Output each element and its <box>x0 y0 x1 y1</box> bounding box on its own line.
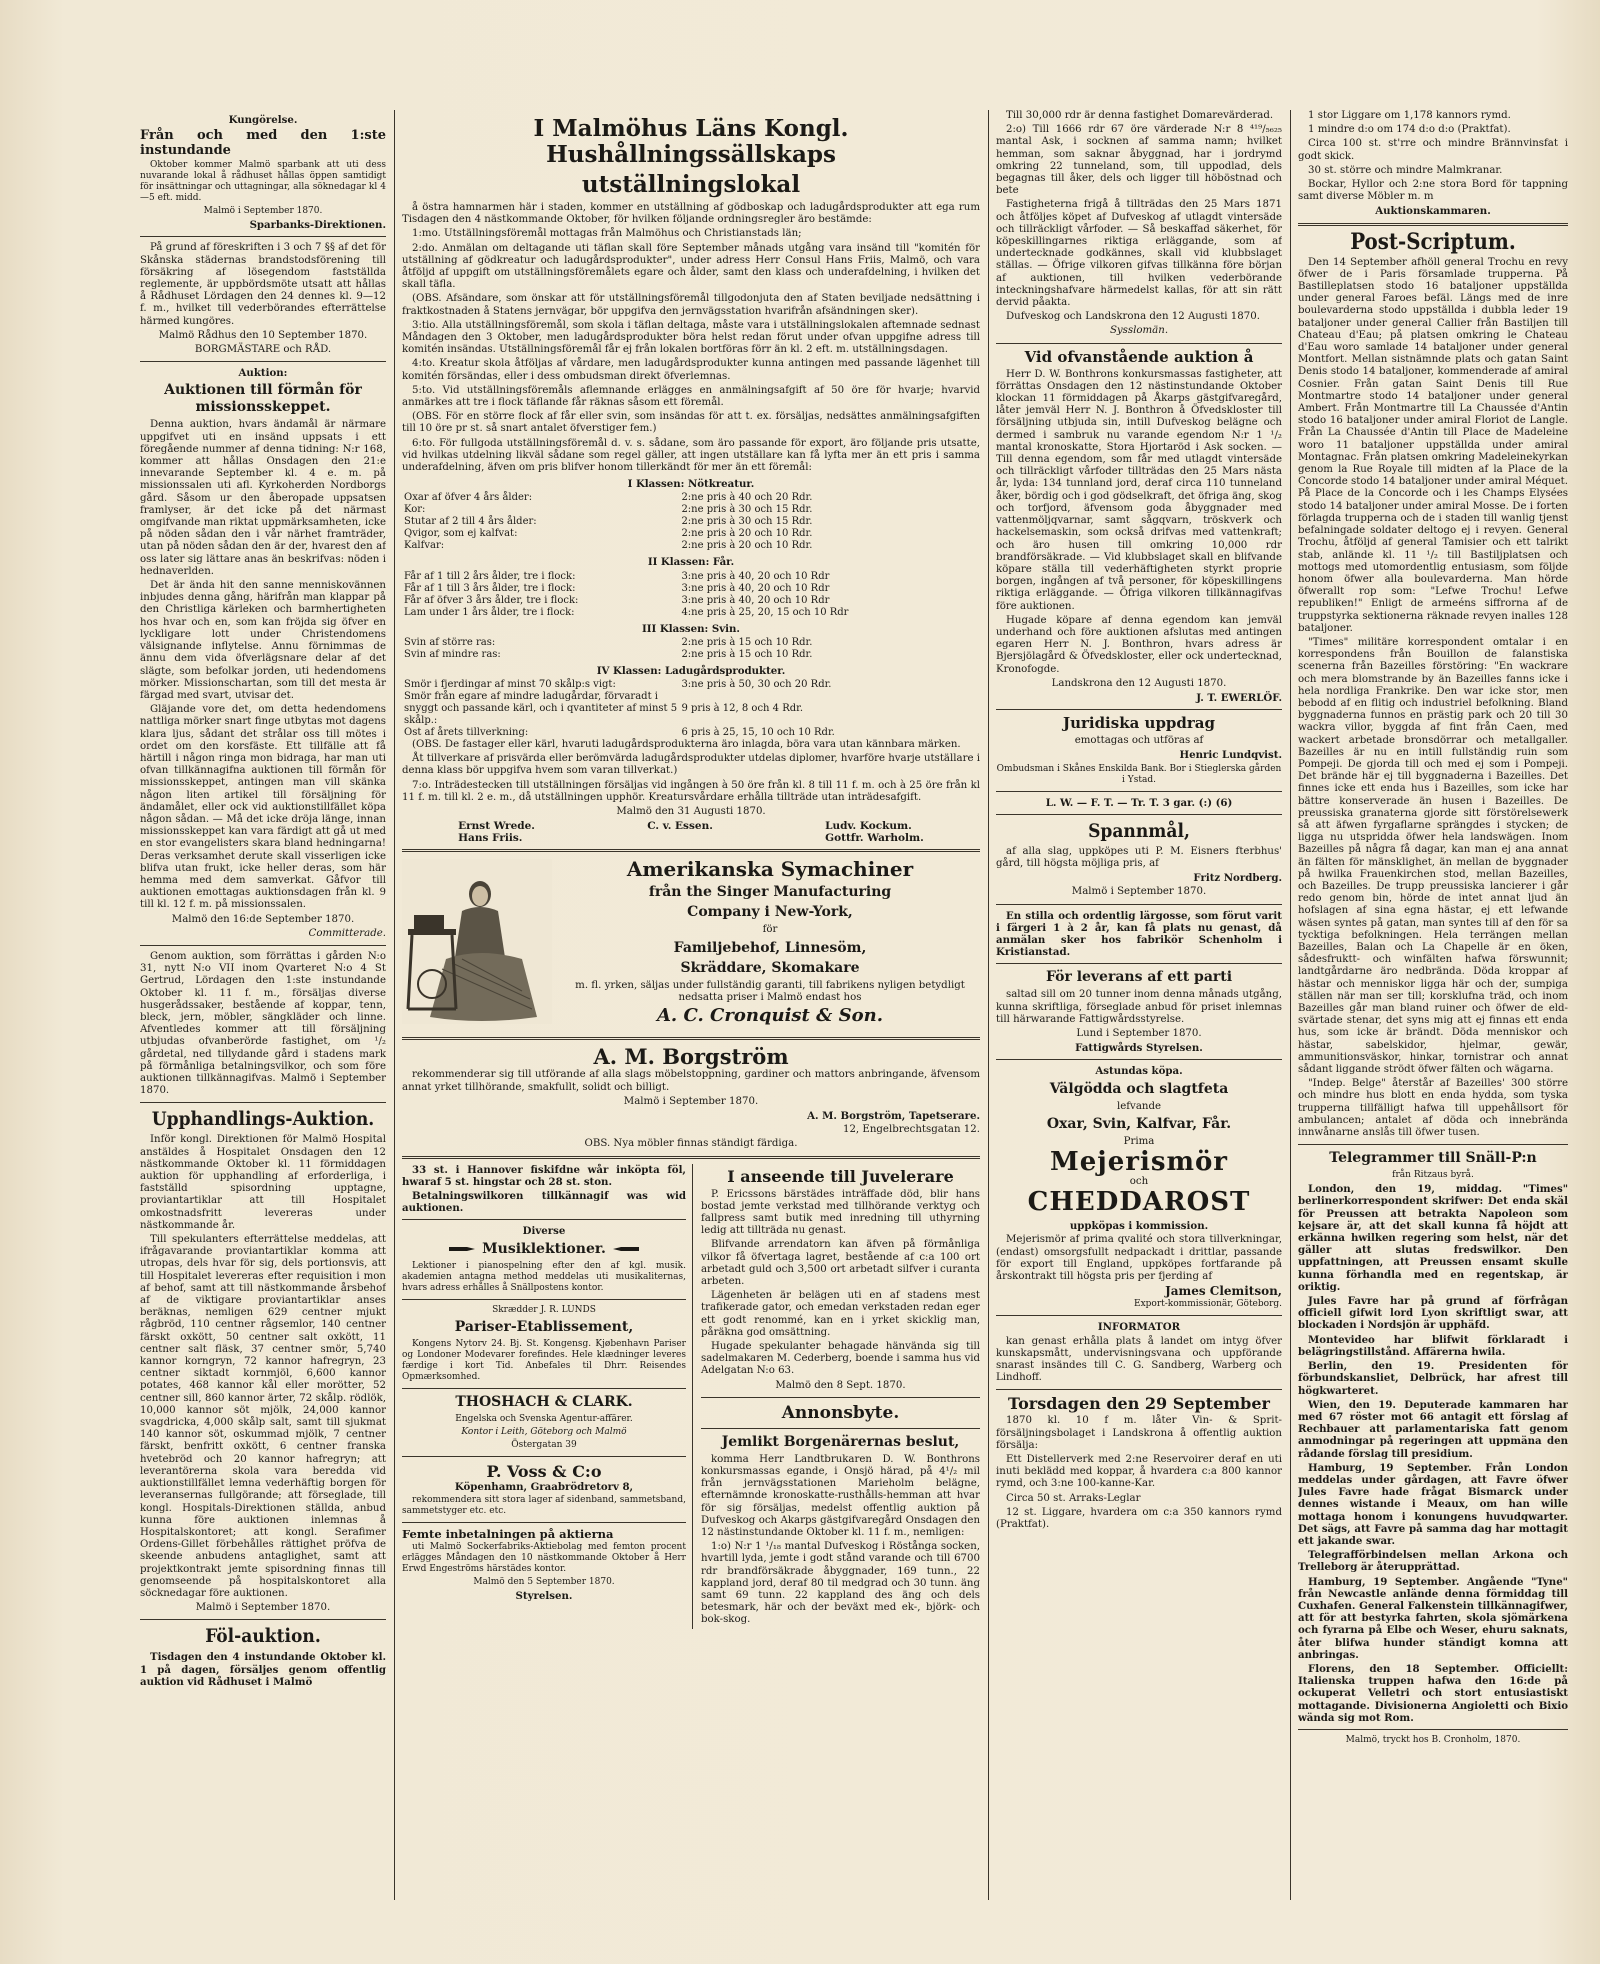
thoshach-title: THOSHACH & CLARK. <box>455 1393 633 1410</box>
price-category: Får af 1 till 3 års ålder, tre i flock: <box>404 582 576 594</box>
femte-date: Malmö den 5 September 1870. <box>473 1576 615 1587</box>
price-row <box>402 637 980 649</box>
mejeri-text: Mejerismör af prima qvalité och stora tillverkningar, (endast) omsorgsfullt nedpackadt i drittlar, passande för export till England, uppköpes fortfarande på årskontrakt till högsta pris per fjerding af <box>996 1234 1282 1283</box>
astundas-sub: Välgödda och slagtfeta <box>1049 1080 1229 1097</box>
divider <box>1298 1729 1568 1730</box>
upphandling-text-1: Inför kongl. Direktionen för Malmö Hospital anstäldes å Hospitalet Onsdagen den 12 nästkommande Oktober kl. 11 förmiddagen auktion för upphandling af erforderliga, i fastställd spisordning upptagne, proviantartiklar att till Hospitalet omkostnadsfritt levereras under nästkommande år. <box>140 1134 386 1231</box>
sewing-sub1: från the Singer Manufacturing <box>648 884 892 901</box>
astundas-title: Astundas köpa. <box>1095 1065 1183 1078</box>
column-4 <box>1298 110 1568 1900</box>
price-value: 2:ne pris à 20 och 10 Rdr. <box>681 528 813 540</box>
stilla-text: En stilla och ordentlig lärgosse, som förut varit i färgeri 1 à 2 år, kan få plats nu genast, då anmälan sker hos fabrikör Schenholm i Kristianstad. <box>996 909 1282 959</box>
annonsbyte-title: Annonsbyte. <box>781 1402 900 1423</box>
price-category: Oxar af öfver 4 års ålder: <box>404 492 533 504</box>
price-value: 2:ne pris à 30 och 15 Rdr. <box>681 516 813 528</box>
hannover-text: 33 st. i Hannover fiskifdne wår inköpta föl, hwaraf 5 st. hingstar och 28 st. ston. <box>402 1163 686 1188</box>
price-category: Får af 1 till 2 års ålder, tre i flock: <box>404 570 576 582</box>
top-text-3: Fastigheterna frigå å tillträdas den 25 Mars 1871 och åtföljes köpet af Dufveskog af utlagdt vintersäde och tillräckligt vårfoder. — Så beskaffad säkerhet, för köpeskillingarnes riktiga erläggande, som af undertecknade godkännes, skall vid klubbslaget ställas. — Öfrige vilkoren gifvas tillkänna före början af auktionen, till hvilken vederbörande inteckningshafvare härmedelst kallas, för att sin rätt dervid påakta. <box>996 199 1282 309</box>
divider <box>402 1388 686 1389</box>
divider <box>701 1397 980 1398</box>
lodge-notice: L. W. — F. T. — Tr. T. 3 gar. (:) (6) <box>1045 796 1233 809</box>
price-category: Ost af årets tillverkning: <box>404 727 529 739</box>
vid-signature: J. T. EWERLÖF. <box>1196 691 1282 704</box>
divider <box>1298 223 1568 226</box>
femte-title: Femte inbetalningen på aktierna <box>402 1526 614 1541</box>
diverse-label: Diverse <box>522 1225 566 1238</box>
divider <box>996 709 1282 710</box>
spannmal-date: Malmö i September 1870. <box>1071 886 1207 898</box>
divider <box>402 1299 686 1300</box>
sewing-text: m. fl. yrken, säljas under fullständig garanti, till fabrikens nyligen betydligt nedsatta priser i Malmö endast hos <box>575 979 965 1003</box>
top-signature: Sysslomän. <box>1109 325 1169 337</box>
uppkopas-label: uppköpas i kommission. <box>1069 1220 1209 1233</box>
class-4-table <box>402 679 980 739</box>
price-category: Får af öfver 3 års ålder, tre i flock: <box>404 594 579 606</box>
voss-title: P. Voss & C:o <box>486 1461 602 1481</box>
spannmal-name: Fritz Nordberg. <box>1193 872 1282 885</box>
main-intro: å östra hamnarmen här i staden, kommer en utställning af gödboskap och ladugårdsprodukter att ega rum Tisdagen den 4 nästkommande Oktober, för hvilken följande ordningsregler äro bestämde: <box>402 202 980 226</box>
james-name: James Clemitson, <box>1165 1284 1282 1299</box>
borgstrom-obs: OBS. Nya möbler finnas ständigt färdiga. <box>584 1138 798 1150</box>
spannmal-text: af alla slag, uppköpes uti P. M. Eisners fterbhus' gård, till högsta möjliga pris, af <box>996 845 1282 869</box>
sewing-sub2: Company i New-York, <box>687 904 853 921</box>
rule-3: 3:tio. Alla utställningsföremål, som skola i täflan deltaga, måste vara i utställningslokalen aftemnade sednast Måndagen den 3 Oktober, men ladugårdsprodukter böra helst redan förut under ofvan uppgifne adress till komitén insändas. Utställningsföremål får ej från lokalen bortföras förr än kl. 2 eft. m. utställningsdagen. <box>402 319 980 356</box>
spannmal-title: Spannmål, <box>1088 819 1190 842</box>
price-category: Svin af större ras: <box>404 636 496 648</box>
price-row <box>402 679 980 691</box>
price-category: Kalfvar: <box>404 540 445 552</box>
rule-5: 5:to. Vid utställningsföremåls aflemnande erlägges en anmälningsafgift af 50 öre för hvarje; hvarvid anmärkes att tre i flock täflande får räknas såsom ett föremål. <box>402 384 980 409</box>
price-value: 2:ne pris à 20 och 10 Rdr. <box>681 540 813 552</box>
column-3 <box>996 110 1282 1900</box>
price-row <box>402 583 980 595</box>
juvel-text-2: Blifvande arrendatorn kan äfven på förmånliga vilkor få öfvertaga lagret, bestående af c:a 100 ort arbetadt guld och 3,500 ort arbetadt silfver i curanta arbeten. <box>700 1239 980 1287</box>
pariser-pre: Skrædder J. R. LUNDS <box>492 1304 596 1315</box>
divider <box>1298 1144 1568 1145</box>
divider <box>402 1456 686 1457</box>
printer-line: Malmö, tryckt hos B. Cronholm, 1870. <box>1345 1734 1521 1745</box>
class-3-title: III Klassen: Svin. <box>642 622 740 635</box>
auktion-text-2: Det är ända hit den sanne menniskovännen inbjudes denna gång, härifrån man klappar på den Christliga kärleken och barmhertigheten hos hvar och en, som kan fröjda sig öfver en lyckligare lott under Christendomens välsignande inflytelse. Annu förnimmas de ännu dem vida öfverlägsnare delar af det slägte, som befolkar jorden, uti hedendomens mörker. Missionschartan, som till det mesta är färgad med svart, utvisar det. <box>140 580 386 701</box>
telegram-9: Florens, den 18 September. Officiellt: Italienska truppen hafwa den 16:de på ockuperat Velletri och stort entusiastiskt mottagande. Divisionerna Angioletti och Bixio wända sig mot Rom. <box>1298 1662 1568 1724</box>
main-title-line2: utställningslokal <box>581 171 801 198</box>
pariser-text: Kongens Nytorv 24. Bj. St. Kongensg. Kjøbenhavn Pariser og Londoner Modevarer forefindes. Hele klædninger leveres færdige i kort Tid. Anbefales til Dhrr. Reisendes Opmærksomhed. <box>402 1338 686 1382</box>
torsdagen-text: 1870 kl. 10 f m. låter Vin- & Sprit-försäljningsbolaget i Landskrona å offentlig auktion försälja: <box>996 1415 1282 1451</box>
mejerismor-title: Mejerismör <box>1049 1147 1229 1177</box>
price-value: 9 pris à 12, 8 och 4 Rdr. <box>681 703 804 715</box>
auktionskammaren-signature: Auktionskammaren. <box>1375 205 1491 218</box>
class-3-table <box>402 637 980 661</box>
pointing-hand-icon <box>447 1242 477 1256</box>
juvel-text-1: P. Ericssons bärstädes inträffade död, blir hans bostad jemte verkstad med tillhörande verktyg och fallpress samt butik med inredning till uthyrning ledig att tillträda nu genast. <box>700 1188 980 1237</box>
price-row <box>402 727 980 739</box>
top-text-2: 2:o) Till 1666 rdr 67 öre värderade N:r 8 ⁴¹⁹/₅₆₂₅ mantal Ask, i socknen af samma namn; hvilket hemman, som saknar åbyggnad, har i jordrymd omkring 22 tunneland, som, till uppodlad, dels begagnas till åker, dels och ligger till höböstnad och bete <box>996 124 1282 197</box>
divider <box>140 1619 386 1620</box>
brandstod-date: Malmö Rådhus den 10 September 1870. <box>158 329 368 341</box>
vid-date: Landskrona den 12 Augusti 1870. <box>1051 677 1227 689</box>
femte-signature: Styrelsen. <box>515 1589 573 1602</box>
signature: Hans Friis. <box>458 832 523 845</box>
price-row <box>402 528 980 540</box>
thoshach-text-1: Engelska och Svenska Agentur-affärer. <box>455 1413 633 1424</box>
musik-text: Lektioner i pianospelning efter den af kgl. musik. akademien antagna method meddelas uti musikaliternas, hvars adress erhålles å Snällpostens kontor. <box>402 1260 686 1293</box>
kungorelse-signature: Sparbanks-Direktionen. <box>249 219 386 232</box>
fol-auktion-text: Tisdagen den 4 instundande Oktober kl. 1 på dagen, försäljes genom offentlig auktion vid Rådhuset i Malmö <box>140 1651 386 1688</box>
borgstrom-date: Malmö i September 1870. <box>623 1095 759 1107</box>
price-row <box>402 492 980 504</box>
divider <box>996 963 1282 964</box>
price-category: Qvigor, som ej kalfvat: <box>404 528 518 540</box>
post-scriptum-text-2: "Times" militäre korrespondent omtalar i en korrespondens från Bouillon de falanstiska scenerna från Bazeilles förstöring: "En wackrare och mera blomstrande by än Bazeilles fanns icke i hela nordliga Frankrike. Den war icke stor, men bebodd af en flitig och industriel befolkning. Bland byggnaderna funnos en prästig park och 20 till 30 wackra villor, byggda af fint från Caen, med wackert arbetade bronsdörrar och metallgaller. Bazeilles är nu en intill fullständig ruin som Pompeji. De gjorda till och med ej som i Pompeji. Det brände här ej till byggnaderna i Bazeilles. Det finnes icke ett enda hus i Bazeilles, som icke har bättre konserverade än husen i Bazeilles. De preussiska granaterna gjorde sitt förstörelsewerk så att äfwen fyrgaflarne sprängdes i stycken; de ligga nu utspridda öfwer hela landswägen. Inom Bazeilles på några få dagar, kan man ej ana annat än fälten för mänsklighet, än mellan de byggnader på hwilka Frauenkirchen stod, mellan Bazeilles, och Bazeilles. De trupp preussiska lancierer i går redo genom bin, hörde de intet annat ljud än hofslagen af sina egna hästar, ej ett lefwande wäsen syntes på gatan, man syntes till af den för sa tycktiga befolkningen. Hela terrängen mellan Bazeilles, Balan och La Chapelle är en öken, sådesfruktt- och winfälten hafwa förswunnit; landtgårdarne äro nedbrända. Döda kroppar af hästar och menniskor ligga här och der, sumpiga ställen när man ser till; korsklufna träd, och inom Bazeilles går man bland ruiner och öfwer de eld-svärtade stenar, det syns mig att ej finnas ett enda hus, som icke är brändt. Döda menniskor och hästar, sabelskidor, hjelmar, gewär, ammunitionsväskor, hinkar, tornistrar och annat sådant liggande strödt öfwer fälten och wägarna. <box>1298 636 1568 1076</box>
divider <box>402 1037 980 1040</box>
borgstrom-address-1: A. M. Borgström, Tapetserare. <box>807 1109 980 1122</box>
rule-2: 2:do. Anmälan om deltagande uti täflan skall före September månads utgång vara insänd till "komitén för utställning af gödkreatur och ladugårdsprodukter", under adress Herr Consul Hans Friis, Malmö, och vara åtföljd af uppgift om utställningsföremålets egare och ålder, samt den klass och underafdelning, i hvilken det skall täfla. <box>402 242 980 291</box>
telegram-title: Telegrammer till Snäll-P:n <box>1329 1150 1537 1167</box>
price-row <box>402 540 980 552</box>
top-line-3: Circa 100 st. st'rre och mindre Brännvinsfat i godt skick. <box>1298 138 1568 162</box>
price-value: 3:ne pris à 40, 20 och 10 Rdr <box>681 582 830 594</box>
juvel-text-3: Lägenheten är belägen uti en af stadens mest trafikerade gator, och emedan verkstaden redan eger ett godt renommé, kan en i yrket skicklig man, påräkna god omsättning. <box>700 1290 980 1338</box>
divider <box>402 849 980 852</box>
divider <box>996 1389 1282 1390</box>
jemlikt-text-2: 1:o) N:r 1 ¹/₁₈ mantal Dufveskog i Röstånga socken, hvartill lyda, jemte i godt stånd varande och till 6700 rdr brandförsäkrade åbyggnader, 169 tunn., 22 kappland jord, deraf 80 til medgrad och 30 tunn. äng samt 69 tunn. 22 kappland des äng och dels betesmark, här och der beväxt med ek-, björk- och bok-skog. <box>700 1541 980 1626</box>
cheddarost-title: CHEDDAROST <box>1027 1187 1251 1218</box>
main-date: Malmö den 31 Augusti 1870. <box>616 806 766 818</box>
telegram-7: Telegrafförbindelsen mellan Arkona och Trelleborg är återupprättad. <box>1298 1549 1568 1574</box>
james-sub: Export-kommissionär, Göteborg. <box>1134 1299 1282 1310</box>
genom-auktion-text: Genom auktion, som förrättas i gården N:o 31, nytt N:o VII inom Qvarteret N:o 4 St Gertrud, Lördagen den 1:ste instundande Oktober kl. 11 f. m., försäljas diverse husgerådssaker, bestående af koppar, tenn, bleck, jern, möbler, sängkläder och linne. Afventledes kommer att till försäljning utbjudas ofvanberörde fastighet, om ¹/₂ gårdetal, ned tillydande gård i stadens mark på förmånliga betalningsvilkor, och som före auktionen tillkännagifvas. Malmö i September 1870. <box>140 950 386 1097</box>
voss-text: rekommendera sitt stora lager af sidenband, sammetsband, sammetstyger etc. etc. <box>402 1494 686 1516</box>
rule-2b: (OBS. Afsändare, som önskar att för utställningsföremål tillgodonjuta den af Staten beviljade nedsättning i fraktkostnaden å Statens jernvägar, bör uppgifva den jernvägsstation hvarifrån afsändningen sker). <box>402 293 980 317</box>
fol-auktion-title: Föl-auktion. <box>205 1625 321 1648</box>
kungorelse-title: Kungörelse. <box>228 114 298 126</box>
price-category: Svin af mindre ras: <box>404 648 501 660</box>
divider <box>402 1219 686 1220</box>
class-1-title: I Klassen: Nötkreatur. <box>627 478 755 491</box>
class-4-title: IV Klassen: Ladugårdsprodukter. <box>596 664 786 677</box>
price-row <box>402 649 980 661</box>
top-line-2: 1 mindre d:o om 174 d:o d:o (Praktfat). <box>1308 124 1511 136</box>
price-value: 2:ne pris à 15 och 10 Rdr. <box>681 636 813 648</box>
juridiska-text: emottagas och utföras af <box>1074 735 1204 747</box>
main-title-line1: I Malmöhus Läns Kongl. Hushållningssällskaps <box>533 115 849 168</box>
auktion-signature: Committerade. <box>308 927 386 939</box>
telegram-8: Hamburg, 19 September. Angående "Tyne" från Newcastle anlände denna förmiddag till Cuxhafen. General Falkenstein tillkännagifwer, att för att bestyrka fahrten, skola sjömärkena och fyrarna på Elbe och Weser, ehuru saknats, åter blifwa hunder ständigt komna att anbringas. <box>1298 1575 1568 1661</box>
price-value: 3:ne pris à 40, 20 och 10 Rdr <box>681 570 830 582</box>
borgstrom-title: A. M. Borgström <box>593 1044 789 1070</box>
divider <box>996 904 1282 905</box>
thoshach-text-2: Kontor i Leith, Göteborg och Malmö <box>461 1426 627 1437</box>
sewing-list-1: Familjebehof, Linnesöm, <box>673 939 867 956</box>
divider <box>996 814 1282 815</box>
signature: C. v. Essen. <box>647 820 713 833</box>
brandstod-signature: BORGMÄSTARE och RÅD. <box>194 344 332 356</box>
divider <box>996 343 1282 344</box>
divider <box>140 1102 386 1103</box>
telegram-5: Wien, den 19. Deputerade kammaren har med 67 röster mot 66 antagit ett förslag af Rechbauer att parlamentariska fatt genom anmodningar på regeringen att uppmäna den rådande förslag till presidium. <box>1298 1398 1568 1460</box>
price-value: 3:ne pris à 40, 20 och 10 Rdr <box>681 594 830 606</box>
pariser-title: Pariser-Etablissement, <box>454 1318 634 1335</box>
divider <box>140 236 386 237</box>
upphandling-date: Malmö i September 1870. <box>195 1602 331 1614</box>
leverans-title: För leverans af ett parti <box>1045 969 1233 986</box>
rule-5b: (OBS. För en större flock af får eller svin, som insändas för att t. ex. försäljas, nedsättes anmälningsafgiften till 10 öre pr st. så snart antalet öfverstiger fem.) <box>402 411 980 435</box>
rule-7: 7:o. Inträdestecken till utställningen försäljas vid ingången à 50 öre från kl. 8 till 11 f. m. och à 25 öre från kl 11 f. m. till kl. 2 e. m., då utställningen upphör. Kreatursvårdare erhålla tillträde utan inträdesafgift. <box>402 779 980 803</box>
sewing-woman-illustration <box>402 859 552 1024</box>
sewing-title: Amerikanska Symachiner <box>626 857 914 882</box>
telegram-2: Jules Favre har på grund af förfrågan officiell gifwit lord Lyon skriftligt swar, att blockaden i Nordsjön är upphäfd. <box>1298 1295 1568 1332</box>
borgstrom-text: rekommenderar sig till utförande af alla slags möbelstoppning, gardiner och mattors anbringande, äfvensom annat yrket tillhörande, smakfullt, solidt och billigt. <box>402 1069 980 1093</box>
upphandling-title: Upphandlings-Auktion. <box>151 1108 375 1131</box>
price-value: 2:ne pris à 15 och 10 Rdr. <box>681 648 813 660</box>
borgstrom-address-2: 12, Engelbrechtsgatan 12. <box>842 1124 980 1136</box>
torsdagen-text-2: Ett Distellerverk med 2:ne Reservoirer deraf en uti inuti beklädd med koppar, å hvardera c:a 800 kannor rymd, och 3:ne 100-kanne-Kar. <box>996 1454 1282 1490</box>
juridiska-sub: Ombudsman i Skånes Enskilda Bank. Bor i Stieglerska gården i Ystad. <box>996 763 1282 785</box>
telegram-4: Berlin, den 19. Presidenten för förbundskansliet, Delbrück, har afrest till högkwarteret. <box>1298 1360 1568 1397</box>
top-line-1: 1 stor Liggare om 1,178 kannors rymd. <box>1308 110 1511 121</box>
auktion-date: Malmö den 16:de September 1870. <box>171 913 355 925</box>
column-1 <box>140 110 386 1900</box>
class-2-table <box>402 571 980 619</box>
hannover-text-2: Betalningswilkoren tillkännagif was wid auktionen. <box>402 1189 686 1215</box>
signature: Ludv. Kockum. <box>825 820 912 833</box>
class-2-title: II Klassen: Får. <box>647 556 735 569</box>
price-value: 4:ne pris à 25, 20, 15 och 10 Rdr <box>681 606 849 618</box>
kungorelse-heading: Från och med den 1:ste instundande <box>140 128 386 159</box>
sewing-for: för <box>762 924 778 936</box>
och-label: och <box>1129 1176 1149 1187</box>
top-text-4: Dufveskog och Landskrona den 12 Augusti 1870. <box>1006 311 1260 323</box>
top-text-1: Till 30,000 rdr är denna fastighet Domarevärderad. <box>1006 110 1274 121</box>
astundas-prima: Prima <box>1123 1135 1155 1147</box>
femte-text: uti Malmö Sockerfabriks-Aktiebolag med femton procent erlägges Måndagen den 10 nästkommande Oktober å Herr Erwd Engeströms härstädes kontor. <box>402 1541 686 1574</box>
brandstod-notice: På grund af föreskriften i 3 och 7 §§ af det för Skånska städernas brandstodsförening till försäkring af lösegendom fastställda reglemente, är uppbördsmöte utsatt att hållas å Rådhuset Lördagen den 24 dennes kl. 9—12 f. m., hvilket till vederbörandes efterrättelse härmed kungöres. <box>140 242 386 327</box>
price-row <box>402 504 980 516</box>
lower-left-ads <box>402 1164 693 1629</box>
price-category: Smör i fjerdingar af minst 70 skålp:s vigt: <box>404 679 616 691</box>
vid-text-2: Hugade köpare af denna egendom kan jemväl underhand och före auktionen afslutas med antingen egaren Herr N. J. Bonthron, hvars adress är Bjersjölagård & Öfvedskloster, eller ock undertecknad, Kronofogde. <box>996 614 1282 675</box>
divider <box>996 1315 1282 1316</box>
kungorelse-text: Oktober kommer Malmö sparbank att uti dess nuvarande lokal å rådhuset hållas öppen samtidigt för insättningar och uttagningar, alla söknedagar kl 4—5 eft. midd. <box>140 160 386 204</box>
price-value: 3:ne pris à 50, 30 och 20 Rdr. <box>681 679 832 691</box>
divider <box>140 361 386 362</box>
column-rule <box>394 110 395 1900</box>
divider <box>402 1522 686 1523</box>
column-rule <box>988 110 989 1900</box>
jemlikt-text-1: komma Herr Landtbrukaren D. W. Bonthrons konkursmassas egande, i Onsjö härad, på 4¹/₂ mil från jernvägsstationen Marieholm belägne, efternämnde kronoskatte-rusthålls-hemman att hvar för sig försäljas, medelst offentlig auktion på Dufveskog och Akarps gästgifvaregård Onsdagen den 12 nästinstundande Oktober kl. 11 f. m., nemligen: <box>700 1453 980 1538</box>
sewing-machine-ad <box>402 857 980 1032</box>
musik-title <box>402 1241 686 1258</box>
informator-title: INFORMATOR <box>1097 1321 1181 1334</box>
post-scriptum-title: Post-Scriptum. <box>1350 228 1516 255</box>
torsdagen-text-4: 12 st. Liggare, hvardera om c:a 350 kannors rymd (Praktfat). <box>996 1506 1282 1531</box>
musik-title-text: Musiklektioner. <box>482 1240 606 1257</box>
telegram-sub: från Ritzaus byrå. <box>1392 1170 1474 1181</box>
rule-6c: Åt tillverkare af prisvärda eller berömvärda ladugårdsprodukter utdelas diplomer, hvarföre hvarje utställare i denna klass bör uppgifva hvem som varan tillverkat.) <box>402 753 980 777</box>
price-row <box>402 516 980 528</box>
price-value: 6 pris à 25, 15, 10 och 10 Rdr. <box>681 727 835 739</box>
signature: Gottfr. Warholm. <box>825 832 924 845</box>
price-row <box>402 607 980 619</box>
rule-1: 1:mo. Utställningsföremål mottagas från Malmöhus och Christianstads län; <box>412 228 802 240</box>
sewing-list-2: Skräddare, Skomakare <box>680 959 860 976</box>
signature: Ernst Wrede. <box>458 820 535 833</box>
auktion-text-3: Gläjande vore det, om detta hedendomens nattliga mörker snart finge utbytas mot dagens klara ljus, sådant det strålar oss till mötes i ordet om den korsfäste. Ett tillfälle att få härtill i någon ringa mon bidraga, har man uti ofvan tillkännagifna auktionen till förmån för missionsskeppet, antingen man vill skänka någon liten artikel till försäljning för ändamålet, eller ock vid auktionstillfället köpa någon sådan. — Må det icke dröja länge, innan missionsskeppet kan vara färdigt att gå ut med en stor evangelisters skara bland hedningarna! Deras verksamhet derute skall visserligen icke blifva utan frukt, icke heller deras, som här hemma med dem samverkat. Gåfvor till auktionen emottagas auktionsdagen från kl. 9 till kl. 12 f. m. på missionssalen. <box>140 704 386 911</box>
thoshach-text-3: Östergatan 39 <box>511 1439 577 1450</box>
leverans-date: Lund i September 1870. <box>1076 1027 1202 1039</box>
pointing-hand-icon <box>611 1242 641 1256</box>
price-row <box>402 571 980 583</box>
price-category: Stutar af 2 till 4 års ålder: <box>404 516 537 528</box>
auktion-text-1: Denna auktion, hvars ändamål är närmare uppgifvet uti en insänd uppsats i ett föregående nummer af denna tidning: N:r 168, kommer att hållas Onsdagen den 21:e innevarande September kl. 4 e. m. på missionssalen uti afl. Kyrkoherden Nordborgs gård. Såsom ur den åberopade uppsatsen framlyser, är det icke på det närmast omgifvande man riktat uppmärksamheten, icke på nöden sådan den i vår närhet framträder, utan på nöden sådan den är der, hvarest den af oss later sig lättare anas än beskrifvas: nöden i hednaverlden. <box>140 419 386 577</box>
committee-signatures <box>402 820 980 844</box>
sewing-firm: A. C. Cronquist & Son. <box>656 1004 884 1026</box>
class-1-table <box>402 492 980 552</box>
telegram-1: London, den 19, middag. "Times" berlinerkorrespondent skrifwer: Det enda skäl för Preussen att betrakta Napoleon som kejsare är, att det skall kunna få höjdt att erkänna hwilken regering som helst, när det gäller att slutas fredswilkor. Den uppfattningen, att Preussen ensamt skulle kunna förhandla med en regentskap, är oriktig. <box>1298 1183 1568 1293</box>
auktion-title: Auktionen till förmån för missionsskeppet. <box>164 382 362 416</box>
post-scriptum-text-1: Den 14 September afhöll general Trochu en revy öfwer de i Paris församlade trupperna. På Bastilleplatsen stodo 16 bataljoner uppställda under general Faroes befäl. Längs med de inre boulevarderna stodo uppställda i dubbla leder 19 bataljoner under general Callier från Bastiljen till Chateau d'Eau; på platsen omkring le Chateau d'Eau woro samlade 14 bataljoner under general Montfort. Mellan sistnämnde plats och gatan Saint Denis stodo 14 bataljoner, kommenderade af amiral Cosnier. Från gatan Saint Denis till Rue Montmartre stodo 14 bataljoner under general Ambert. Från Montmartre till La Chaussée d'Antin stodo 16 bataljoner under amiral Floriot de Langle. Från La Chaussée d'Antin till Place de Madeleine woro 11 bataljoner uppställda under amiral Montagnac. Från platsen omkring Madeleinekyrkan genom la Rue Royale till midten af la Place de la Concorde stodo 14 bataljoner under amiral Méquet. På Place de la Concorde och i les Champs Elysées stodo 14 bataljoner under amiral Mosse. De i forten förlagda trupperna och de i staden till wanlig tjenst befalningade soldater deltogo ej i revyen. General Trochu, åtföljd af general Tamisier och ett talrikt stab, anlände kl. 11 ¹/₂ till Bastiljplatsen och mottogs med utomordentlig entusiasm, som följde honom öfwer alla boulevarderna. Man hörde öfwerallt rop som: "Lefwe Trochu! Lefwe republiken!" Enligt de armeéns siffrorna af de truppstyrka sektionerna räknade revyen inalles 128 bataljoner. <box>1298 256 1568 634</box>
lower-ads <box>402 1164 980 1629</box>
price-value: 2:ne pris à 30 och 15 Rdr. <box>681 504 813 516</box>
juridiska-name: Henric Lundqvist. <box>1179 749 1282 762</box>
price-value: 2:ne pris à 40 och 20 Rdr. <box>681 492 813 504</box>
price-category: Kor: <box>404 504 426 516</box>
torsdagen-title: Torsdagen den 29 September <box>1008 1394 1270 1414</box>
auktion-label: Auktion: <box>238 367 288 380</box>
upphandling-text-2: Till spekulanters efterrättelse meddelas, att ifrågavarande proviantartiklar komma att utropas, dels hvar för sig, dels portionsvis, att till Hospitalet levereras efter requisition i mon af behof, samt att till nästkommande årsbehof af de viktigare proviantartiklar anses beräknas, nemligen 629 centner mjukt rågbröd, 110 centner rågsemlor, 140 centner färskt oxkött, 50 centner salt oxkött, 11 centner salt fläsk, 37 centner smör, 5,740 kannor korngryn, 72 kannor hafregryn, 23 centner siktadt kornmjöl, 6,600 kannor potates, 468 kannor kål eller morötter, 52 centner sill, 860 kannor ärter, 72 skålp. rödlök, 10,000 kannor söt mjölk, 24,000 kannor svagdricka, 4,000 skålp salt, samt till sjukmat 140 kannor söt, oskummad mjölk, 7 centner färskt, benfritt oxkött, 6 centner franska hvetebröd och 20 kannor hafregryn; att leverantörerna skola vara beredda vid auktionstillfället lemna vederhäftig borgen för leveransernas fullgörande; att förseglade, till kongl. Hospitals-Direktionen ställda, anbud kunna före auktionen inlemnas å Hospitalskontoret; att kongl. Serafimer Ordens-Gillet förbehålles rättighet pröfva de skeende anbudens antaglighet, samt att projektkontrakt jemte spisordning finnas till genomseende på hospitalskontoret alla söcknedagar före auktionen. <box>140 1234 386 1599</box>
column-2 <box>402 110 980 1900</box>
divider <box>701 1428 980 1429</box>
price-row <box>402 691 980 727</box>
lower-right-ads <box>701 1164 980 1629</box>
top-line-5: Bockar, Hyllor och 2:ne stora Bord för tappning samt diverse Möbler m. m <box>1298 179 1568 203</box>
price-category: Smör från egare af mindre ladugårdar, förvaradt i snyggt och passande kärl, och i qvantiteter af minst 5 skålp.: <box>404 691 678 727</box>
juridiska-title: Juridiska uppdrag <box>1062 714 1216 733</box>
divider <box>140 945 386 946</box>
vid-title: Vid ofvanstående auktion å <box>1024 347 1254 366</box>
informator-text: kan genast erhålla plats å landet om intyg öfver kunskapsmått, undervisningsvana och uppförande snarast insändes till C. G. Sandberg, Warberg och Lindhoff. <box>996 1335 1282 1384</box>
divider <box>996 1059 1282 1060</box>
telegram-6: Hamburg, 19 September. Från London meddelas under gårdagen, att Favre öfwer Jules Favre hade frågat Bismarck under dennes wistande i Meaux, om han wille mottaga honom i konungens huvudqwarter. Det sägs, att Favre på samma dag har mottagit ett jakande swar. <box>1298 1461 1568 1547</box>
rule-6: 6:to. För fullgoda utställningsföremål d. v. s. sådane, som äro passande för export, äro följande pris utsatte, vid hvilkas utdelning likväl sådane som regel gäller, att ingen utställare kan få lyfta mer än ett pris i samma underafdelning, äfven om pris blifver honom tillerkändt för mer än ett föremål: <box>402 437 980 474</box>
divider <box>996 791 1282 792</box>
vid-text-1: Herr D. W. Bonthrons konkursmassas fastigheter, att förrättas Onsdagen den 12 nästinstundande Oktober klockan 11 förmiddagen på Åkarps gästgifvaregård, låter jemväl Herr N. J. Bonthron å Öfvedskloster till försäljning utbjuda sin, intill Dufveskog belägne och dermed i sambruk nu varande egendom N:r 1 ¹/₂ mantal kronoskatte, Stora Hjortaröd i Ask socken. — Till denna egendom, som får med utlagdt vintersäde och tillräckligt vårfoder tillträdas den 25 Mars nästa år, lyda: 134 tunnland jord, deraf circa 110 tunneland åker, bördig och i god gödselkraft, det öfriga äng, skog och torfjord, äfvensom goda åbyggnader med vattenmöljqvarnar, samt sågqvarn, tröskverk och hackelsemaskin, som också drifvas med vattenkraft; och äro husen till omkring 10,000 rdr brandförsäkrade. — Vid klubbslaget skall en blifvande köpare ställa till vederhäftigheten styrkt proprie borgen, ingången af två personer, för köpeskillingens riktiga erläggande. — Öfriga vilkoren tillkännagifvas före auktionen. <box>996 368 1282 612</box>
voss-address: Köpenhamn, Graabrödretorv 8, <box>454 1480 634 1493</box>
leverans-signature: Fattigwårds Styrelsen. <box>1075 1042 1203 1055</box>
price-category: Lam under 1 års ålder, tre i flock: <box>404 606 575 618</box>
leverans-text: saltad sill om 20 tunner inom denna månads utgång, kunna skriftliga, förseglade anbud för priset inlemnas till härwarande Fattigwårdsstyrelse. <box>996 989 1282 1025</box>
rule-4: 4:to. Kreatur skola åtföljas af vårdare, men ladugårdsprodukter kunna antingen med passande lägenhet till komitén försändas, eller i dess ombudsman direkt öfverlemnas. <box>402 358 980 382</box>
top-line-4: 30 st. större och mindre Malmkranar. <box>1308 164 1503 176</box>
rule-6b: (OBS. De fastager eller kärl, hvaruti ladugårdsprodukterna äro inlagda, böra vara utan kännbara märken. <box>412 739 961 751</box>
juvel-text-4: Hugade spekulanter behagade hänvända sig till sadelmakaren M. Cederberg, boende i samma hus vid Adelgatan N:o 63. <box>700 1340 980 1377</box>
column-rule <box>1290 110 1291 1900</box>
torsdagen-text-3: Circa 50 st. Arraks-Leglar <box>1006 1492 1141 1504</box>
price-row <box>402 595 980 607</box>
kungorelse-date: Malmö i September 1870. <box>203 206 323 217</box>
post-scriptum-text-3: "Indep. Belge" återstår af Bazeilles' 300 större och mindre hus blott en enda hydda, som tyska trupperna tillfälligt hafwa till uppehållsort för ambulancen; antalet af döda och innebrända innwånarne anslås till öfwer tusen. <box>1298 1078 1568 1139</box>
divider <box>402 1156 980 1159</box>
juvel-date: Malmö den 8 Sept. 1870. <box>775 1379 906 1391</box>
jemlikt-title: Jemlikt Borgenärernas beslut, <box>721 1433 960 1450</box>
juvel-title: I anseende till Juvelerare <box>727 1166 954 1186</box>
telegram-3: Montevideo har blifwit förklaradt i belägringstillstånd. Affärerna hwila. <box>1298 1333 1568 1358</box>
astundas-lefvande: lefvande <box>1117 1100 1161 1112</box>
astundas-list: Oxar, Svin, Kalfvar, Får. <box>1046 1115 1232 1132</box>
